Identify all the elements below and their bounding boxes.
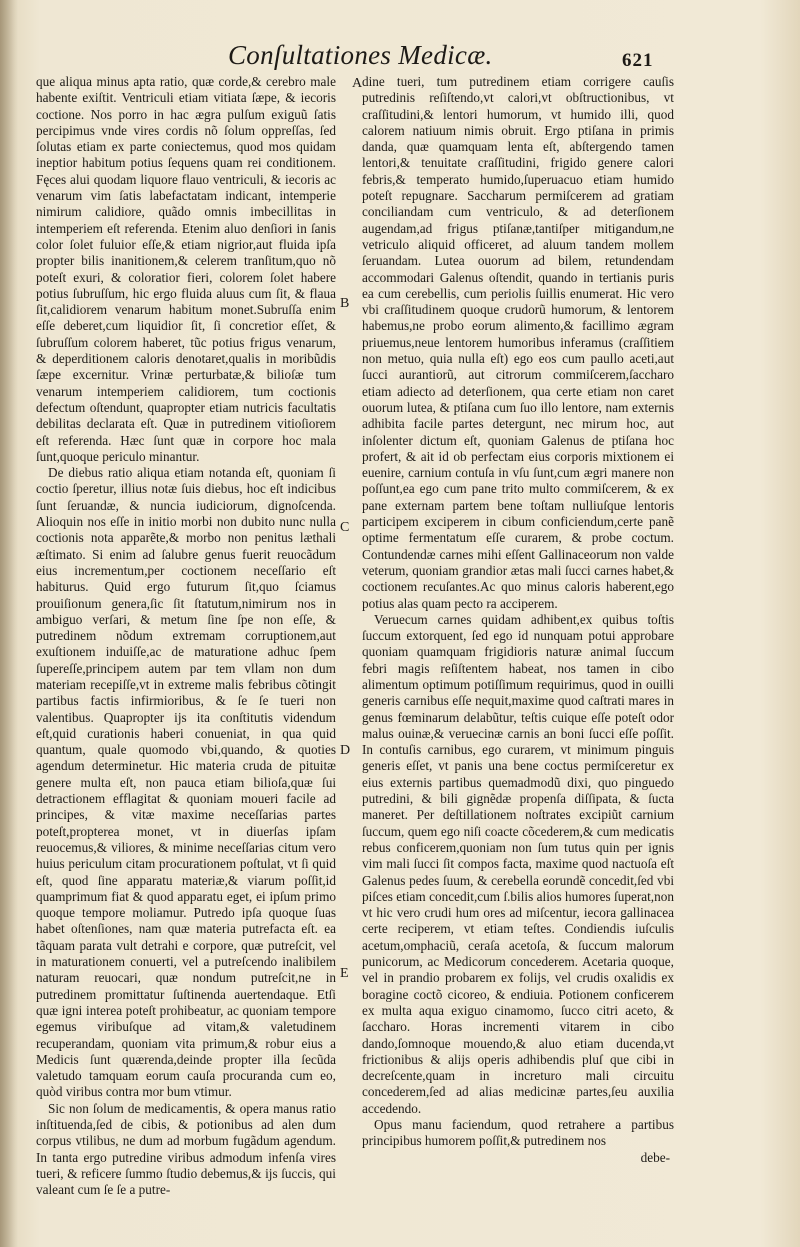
margin-letter-e: E [340, 966, 349, 981]
left-paragraph-2: De diebus ratio aliqua etiam notanda eſt, quoniam ſi coctio ſperetur, illius notæ ſuis diebus, hoc eſt indicibus ſunt ſeruandæ, & nuncia iudiciorum, dignoſcenda. Alioquin nos eſſe in initio morbi non dubito nunc nulla coctionis nota apparẽte,& morbo non penitus læthali æſtimato. Si enim ad ſalubre genus fuerit reuocãdum eius incrementum,per coctionem neceſſario eſt habiturus. Quid ergo futurum ſit,quo ſciamus prouiſionum genera,ſic ſit ſtatutum,nimirum nos in ambiguo verſari, & metum ſine ſpe non eſſe, & putredinem nõdum extremam corruptionem,aut exuſtionem induiſſe,ac de maturatione adhuc ſpem ſupereſſe,principem autem par tem vllam non dum materiam recepiſſe,vt in extreme malis febribus cõtingit partibus factis infirmioribus, & ſe ſe tueri non valentibus. Quapropter ijs ita conſtitutis videndum eſt,quid curationis haberi conueniat, in qua quid quantum, quale quomodo vbi,quando, & quoties agendum determinetur. Hic materia cruda de pituitæ genere multa eſt, non pauca etiam bilioſa,quæ ſui detractionem efflagitat & quoniam moueri facile ad principes, & vitæ maxime neceſſarias partes poteſt,propterea monet, vt in diuerſas ipſam reuocemus,& viliores, & minime neceſſarias citum vero huius periculum citam procurationem poſtulat, vt ſi quid eſt, quod ſine apparatu materiæ,& viarum poſſit,id quamprimum fiat & quod apparatu eget, ei ipſum primo quoque tempore moliamur. Putredo ipſa quoque ſuas habet oſtenſiones, nam quæ materia putrefacta eſt. ea tãquam parata vult detrahi e corpore, quæ putreſcit, vel in maturationem conuerti, vel a putreſcendo inalibilem naturam reuocari, quæ nondum putreſcit,ne in putredinem promittatur ſuſtinenda auertendaque. Etſi quæ igni interea poteſt prohibeatur, ac quoniam tempore egemus viribuſque ad vitam,& valetudinem recuperandam, quoniam vita primum,& robur eius a Medicis ſunt quærenda,deinde propter illa ſecũda valetudo tamquam eorum cauſa procuranda cum eo, quòd viribus contra mor bum vtimur. [36, 465, 336, 1100]
gutter-shadow [0, 0, 18, 1247]
right-paragraph-2: Veruecum carnes quidam adhibent,ex quibus toſtis ſuccum extorquent, ſed ego id nunquam potui approbare quoniam quamquam frigidioris naturæ animal ſuccum febri magis reſiſtentem habeat, nos tamen in cibo alimentum optimum potiſſimum requirimus, quod in ouilli generis carnibus eſſe nequit,maxime quod caſtrati mares in genus fœminarum delabũtur, teſtis cuique eſſe poteſt odor malus ouinæ,& veruecinæ carnis an boni ſucci eſſe poſſit. In contuſis carnibus, ego curarem, vt minimum pinguis generis eſſet, vt panis una bene coctus permiſceretur ex eius externis partibus quemadmodũ dixi, quo pinguedo putredini, & bili gignẽdæ propenſa diſſipata, & ſucta maneret. Per deſtillationem noſtrates excipiũt carnium ſuccum, quem ego niſi coacte cõcederem,& cum medicatis rebus conficerem,quoniam non ſum tutus quin per ignis vim mali ſucci ſit compos facta, maxime quod nactuoſa eſt Galenus pedes ſuum, & cerebella eorundẽ concedit,ſed vbi piſces etiam concedit,cum ſ.bilis alios humores ſuperat,non vt hic vero crudi hum ores ad miſcentur, iecora gallinacea certe reciperem, vt etiam teſtes. Condiendis iuſculis acetum,omphaciũ, ceraſa acetoſa, & ſuccum malorum punicorum, ac Medicorum concederem. Acetaria quoque, vel in prandio probarem ex folijs, vel crudis oxalidis ex boragine coctõ cicoreo, & endiuia. Potionem conficerem ex multa aqua exiguo cinamomo, ſucco citri aceto, & ſaccharo. Horas incrementi vitarem in cibo dando,ſomnoque mouendo,& aluo etiam ducenda,vt frictionibus & alijs operis adhibendis pluſ que cibi in decreſcente,quam in increturo mali circuitu concederem,ſed ad alias medicinæ partes,ſeu auxilia accedendo. [362, 611, 674, 1116]
left-paragraph-3: Sic non ſolum de medicamentis, & opera manus ratio inſtituenda,ſed de cibis, & potionibus ad alen dum corpus vtilibus, ne dum ad morbum fugãdum agendum. In tanta ergo putredine viribus admodum infenſa vires tueri, & reficere ſummo ſtudio debemus,& ijs ſuccis, qui valeant cum ſe ſe a putre- [36, 1100, 336, 1198]
catchword: debe- [640, 1149, 670, 1165]
running-header-title: Conſultationes Medicæ. [228, 40, 493, 70]
right-paragraph-3: Opus manu faciendum, quod retrahere a partibus principibus humorem poſſit,& putredinem nos [362, 1117, 674, 1149]
margin-letter-a: A [352, 76, 363, 91]
page-number: 621 [622, 50, 654, 71]
left-paragraph-1: que aliqua minus apta ratio, quæ corde,& cerebro male habente exiſtit. Ventriculi etiam vitiata ſæpe, & iecoris coctione. Nos porro in hac ægra pulſum exiguũ ſatis percipimus vnde vires cordis nõ ſolum oppreſſas, ſed ſolutas etiam ex parte coniectemus, quod mos quidam ineptior habitum potius ſequens quam rei conditionem. Fęces alui quodam liquore flauo ventriculi, & iecoris ac venarum vim ſatis labefactatam indicant, intemperie nimirum calidiore, quãdo omnis imbecillitas in intemperiem eſt referenda. Etenim aluo denſiori in ſanis color ſolet fuluior eſſe,& etiam nigrior,aut fluida ipſa propter bilis inanitionem,& celerem tranſitum,quo nõ poteſt exuri, & coloratior fieri, colorem ſolet habere potius ſubruſſum, hic ergo fluida aluus cum ſit, & flaua ſit,calidiorem venarum habitum monet.Subruſſa enim eſſe deberet,cum liquidior ſit, ſi concretior eſſet, & ſubruſſum colorem haberet, tũc potius frigus venarum, & deperditionem caloris denotaret,qualis in moribũdis ſæpe excernitur. Vrinæ perturbatæ,& bilioſæ tum venarum intemperiem calidiorem, tum coctionis defectum oſtendunt, quapropter etiam nutricis facultatis debilitas declarata eſt. Quæ in putredinem vitioſiorem eſt referenda. Hæc ſunt quæ in corpore hoc mala ſunt,quoque periculo minantur. [36, 74, 336, 464]
left-column [36, 74, 336, 1198]
right-column [362, 74, 674, 1166]
right-paragraph-1: dine tueri, tum putredinem etiam corrigere cauſis putredinis reſiſtendo,vt calori,vt obſtructionibus, vt craſſitudini,& lentori humorum, vt humido illi, quod calorem natiuum nimis obruit. Ergo ptiſana in primis danda, quæ quamquam lenta eſt, abſtergendo tamen lentori,& tenuitate craſſitudini, frigido genere calori febris,& temperato humido,ſuperuacuo etiam humido poteſt repugnare. Saccharum permiſcerem ad gratiam conciliandam cum ventriculo, & ad deterſionem augendam,ad frigus ptiſanæ,tantiſper mitigandum,ne vetriculo aliquid officeret, ad aluum tandem mollem ſeruandam. Lutea ouorum ad bilem, retundendam accommodari Galenus oſtendit, quando in tertianis puris ea cum cerebellis, cum periolis ſuillis enumerat. Hic vero vbi craſſitudinem quoque crudorũ humorum, & lentorem habemus,ne probo eorum alimento,& facillimo ægram priuemus,neue lentorem humoribus inferamus (craſſitiem non metuo, quia nulla eſt) ego eos cum paullo aceti,aut ſucci aurantiorũ, aut citrorum commiſcerem,ſaccharo etiam adiecto ad deterſionem, qua certe etiam non caret ouorum lutea, & ptiſana cum ſuo illo lentore, nam externis adhibita facile partes detergunt, nec mirum hoc, aut inſolenter dictum eſt, quoniam Galenus de ptiſana hoc profert, & ait id ob perfectam eius corporis mixtionem ei euenire, carnium contuſa in vſu ſunt,cum ægri manere non poſſunt,ea ego cum pane trito multo commiſcerem, & ex pane externam partem bene toſtam nulliuſque lentoris participem exciperem in cibum conficiendum,certe panẽ optime fermentatum eſſe curarem, & probe coctum. Contundendæ carnes mihi eſſent Gallinaceorum non valde veterum, quoniam grandior ætas mali ſucci carnes habet,& coctionem recuſantes.Ac quo minus caloris haberent,ego potius alas quam pecto ra acciperem. [362, 74, 674, 611]
margin-letter-d: D [340, 743, 351, 758]
margin-letter-b: B [340, 296, 350, 311]
margin-letter-c: C [340, 520, 350, 535]
